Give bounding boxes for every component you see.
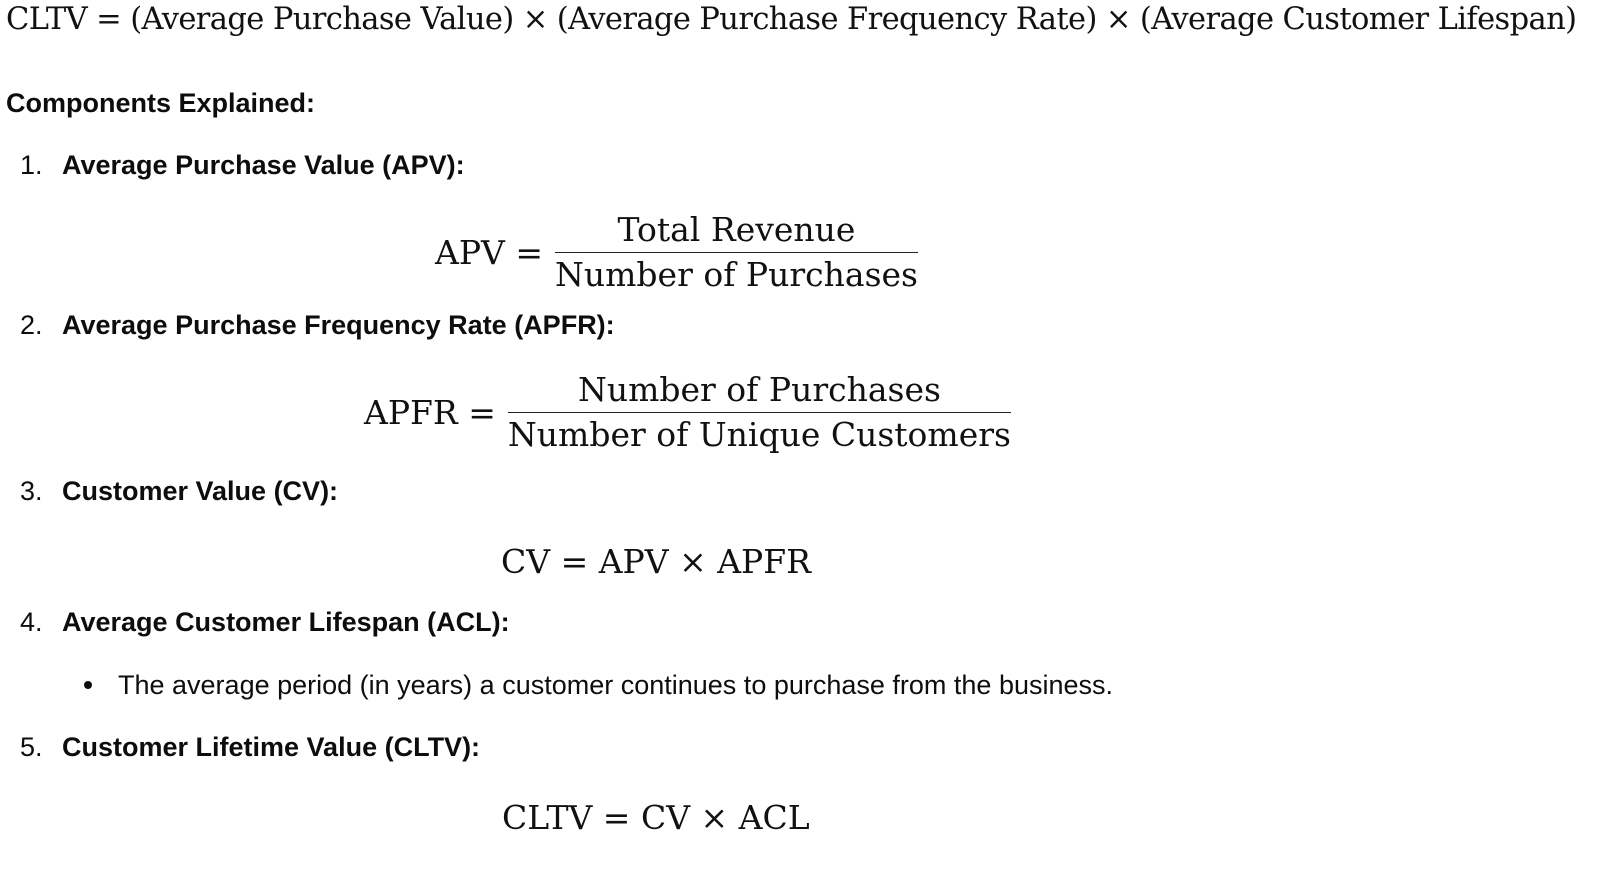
fraction-denominator: Number of Purchases [555, 255, 918, 295]
equation-lhs: APFR = [364, 393, 496, 433]
list-item-number: 3. [20, 476, 43, 506]
fraction-numerator: Total Revenue [617, 210, 856, 249]
list-item-number: 1. [20, 150, 43, 180]
cltv-formula: CLTV = (Average Purchase Value) × (Average Purchase Frequency Rate) × (Average Customer Lifespan) [6, 2, 1577, 37]
components-heading: Components Explained: [6, 88, 316, 118]
fraction [508, 370, 1011, 455]
list-item-cltv-heading [20, 732, 480, 763]
bullet-text: The average period (in years) a customer continues to purchase from the business. [118, 670, 1114, 700]
cv-equation: CV = APV × APFR [501, 542, 811, 581]
apv-equation [435, 210, 918, 295]
fraction [555, 210, 918, 295]
list-item-title: Average Customer Lifespan (ACL): [62, 607, 510, 637]
acl-description [84, 670, 1113, 701]
apfr-equation [364, 370, 1011, 455]
list-item-apfr-heading [20, 310, 615, 341]
list-item-cv-heading [20, 476, 338, 507]
bullet-icon [84, 681, 92, 689]
list-item-acl-heading [20, 607, 510, 638]
list-item-title: Average Purchase Frequency Rate (APFR): [62, 310, 615, 340]
fraction-denominator: Number of Unique Customers [507, 415, 1011, 455]
fraction-numerator: Number of Purchases [577, 370, 941, 409]
list-item-number: 2. [20, 310, 43, 340]
cltv-equation: CLTV = CV × ACL [502, 798, 810, 837]
list-item-number: 5. [20, 732, 43, 762]
list-item-number: 4. [20, 607, 43, 637]
list-item-title: Customer Value (CV): [62, 476, 339, 506]
list-item-title: Customer Lifetime Value (CLTV): [62, 732, 481, 762]
list-item-title: Average Purchase Value (APV): [62, 150, 465, 180]
list-item-apv-heading [20, 150, 465, 181]
equation-lhs: APV = [435, 233, 544, 273]
